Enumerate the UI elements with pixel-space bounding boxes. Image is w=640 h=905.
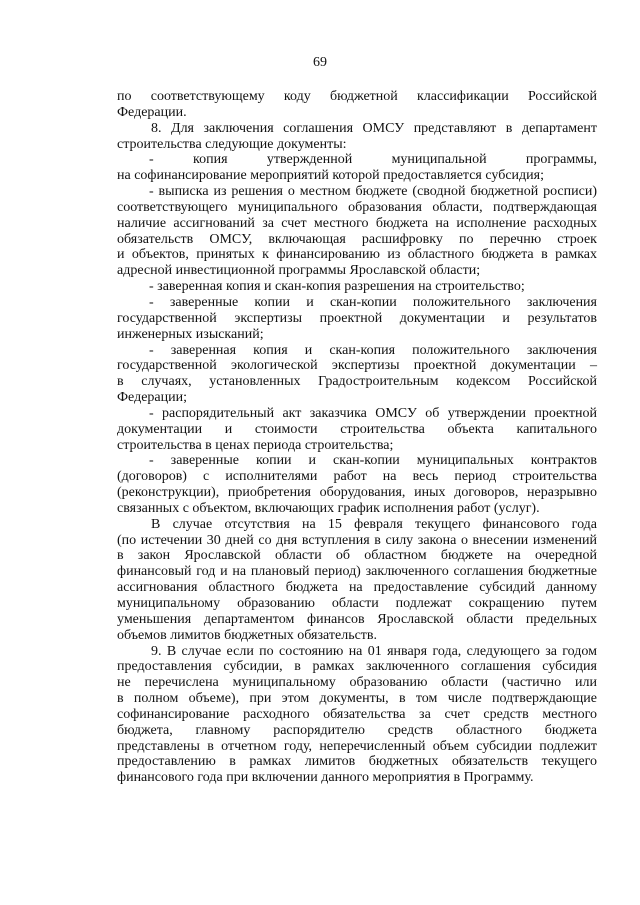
- text-line: уменьшения департаментом финансов Ярославской области предельных: [117, 611, 597, 627]
- text-line: бюджета, главному распорядителю средств областного бюджета: [117, 722, 597, 738]
- text-line: объемов лимитов бюджетных обязательств.: [117, 627, 378, 643]
- document-body: [117, 89, 597, 786]
- text-line: обязательств ОМСУ, включающая расшифровку по перечню строек: [117, 231, 597, 247]
- text-line: в случаях, установленных Градостроительным кодексом Российской: [117, 374, 597, 390]
- text-line: финансовый год и на плановый период) заключенного соглашения бюджетные: [117, 564, 597, 580]
- text-line: предоставлению в рамках лимитов бюджетных обязательств текущего: [117, 754, 597, 770]
- text-line: Федерации.: [117, 104, 187, 120]
- text-line: строительства в ценах периода строительства;: [117, 437, 394, 453]
- text-line: 9. В случае если по состоянию на 01 января года, следующего за годом: [151, 643, 597, 659]
- text-line: в закон Ярославской области об областном бюджете на очередной: [117, 548, 597, 564]
- text-line: - заверенные копии и скан-копии положительного заключения: [149, 294, 597, 310]
- text-line: предоставления субсидии, в рамках заключенного соглашения субсидия: [117, 659, 597, 675]
- text-line: строительства следующие документы:: [117, 136, 347, 152]
- text-line: финансового года при включении данного мероприятия в Программу.: [117, 770, 534, 786]
- text-line: государственной экологической экспертизы проектной документации –: [117, 358, 597, 374]
- text-line: софинансирование расходного обязательства за счет средств местного: [117, 706, 597, 722]
- text-line: связанных с объектом, включающих график исполнения работ (услуг).: [117, 500, 540, 516]
- text-line: - заверенная копия и скан-копия разрешения на строительство;: [149, 279, 525, 295]
- text-line: - распорядительный акт заказчика ОМСУ об утверждении проектной: [149, 405, 597, 421]
- text-line: (по истечении 30 дней со дня вступления в силу закона о внесении изменений: [117, 532, 597, 548]
- text-line: - копия утвержденной муниципальной программы,: [149, 152, 597, 168]
- text-line: не перечислена муниципальному образованию области (частично или: [117, 675, 597, 691]
- text-line: по соответствующему коду бюджетной классификации Российской: [117, 89, 597, 104]
- text-line: (договоров) с исполнителями работ на весь период строительства: [117, 469, 597, 485]
- text-line: - заверенная копия и скан-копия положительного заключения: [149, 342, 597, 358]
- text-line: ассигнования областного бюджета на предоставление субсидий данному: [117, 580, 597, 596]
- text-line: В случае отсутствия на 15 февраля текущего финансового года: [151, 516, 597, 532]
- page-number: 69: [313, 55, 327, 70]
- text-line: в полном объеме), при этом документы, в том числе подтверждающие: [117, 691, 597, 707]
- text-line: и объектов, принятых к финансированию из областного бюджета в рамках: [117, 247, 597, 263]
- text-line: соответствующего муниципального образования области, подтверждающая: [117, 199, 597, 215]
- text-line: наличие ассигнований за счет местного бюджета на исполнение расходных: [117, 215, 597, 231]
- text-line: адресной инвестиционной программы Ярославской области;: [117, 263, 481, 279]
- text-line: на софинансирование мероприятий которой предоставляется субсидия;: [117, 168, 544, 184]
- text-line: документации и стоимости строительства объекта капитального: [117, 421, 597, 437]
- text-line: представлены в отчетном году, неперечисленный объем субсидии подлежит: [117, 738, 597, 754]
- text-line: муниципальному образованию области подлежат сокращению путем: [117, 596, 597, 611]
- text-line: инженерных изысканий;: [117, 326, 264, 342]
- text-line: 8. Для заключения соглашения ОМСУ представляют в департамент: [151, 120, 597, 136]
- text-line: - заверенные копии и скан-копии муниципальных контрактов: [149, 453, 597, 469]
- text-line: Федерации;: [117, 390, 188, 406]
- text-line: - выписка из решения о местном бюджете (сводной бюджетной росписи): [149, 184, 597, 200]
- text-line: государственной экспертизы проектной документации и результатов: [117, 310, 597, 326]
- text-line: (реконструкции), приобретения оборудования, иных договоров, неразрывно: [117, 485, 597, 501]
